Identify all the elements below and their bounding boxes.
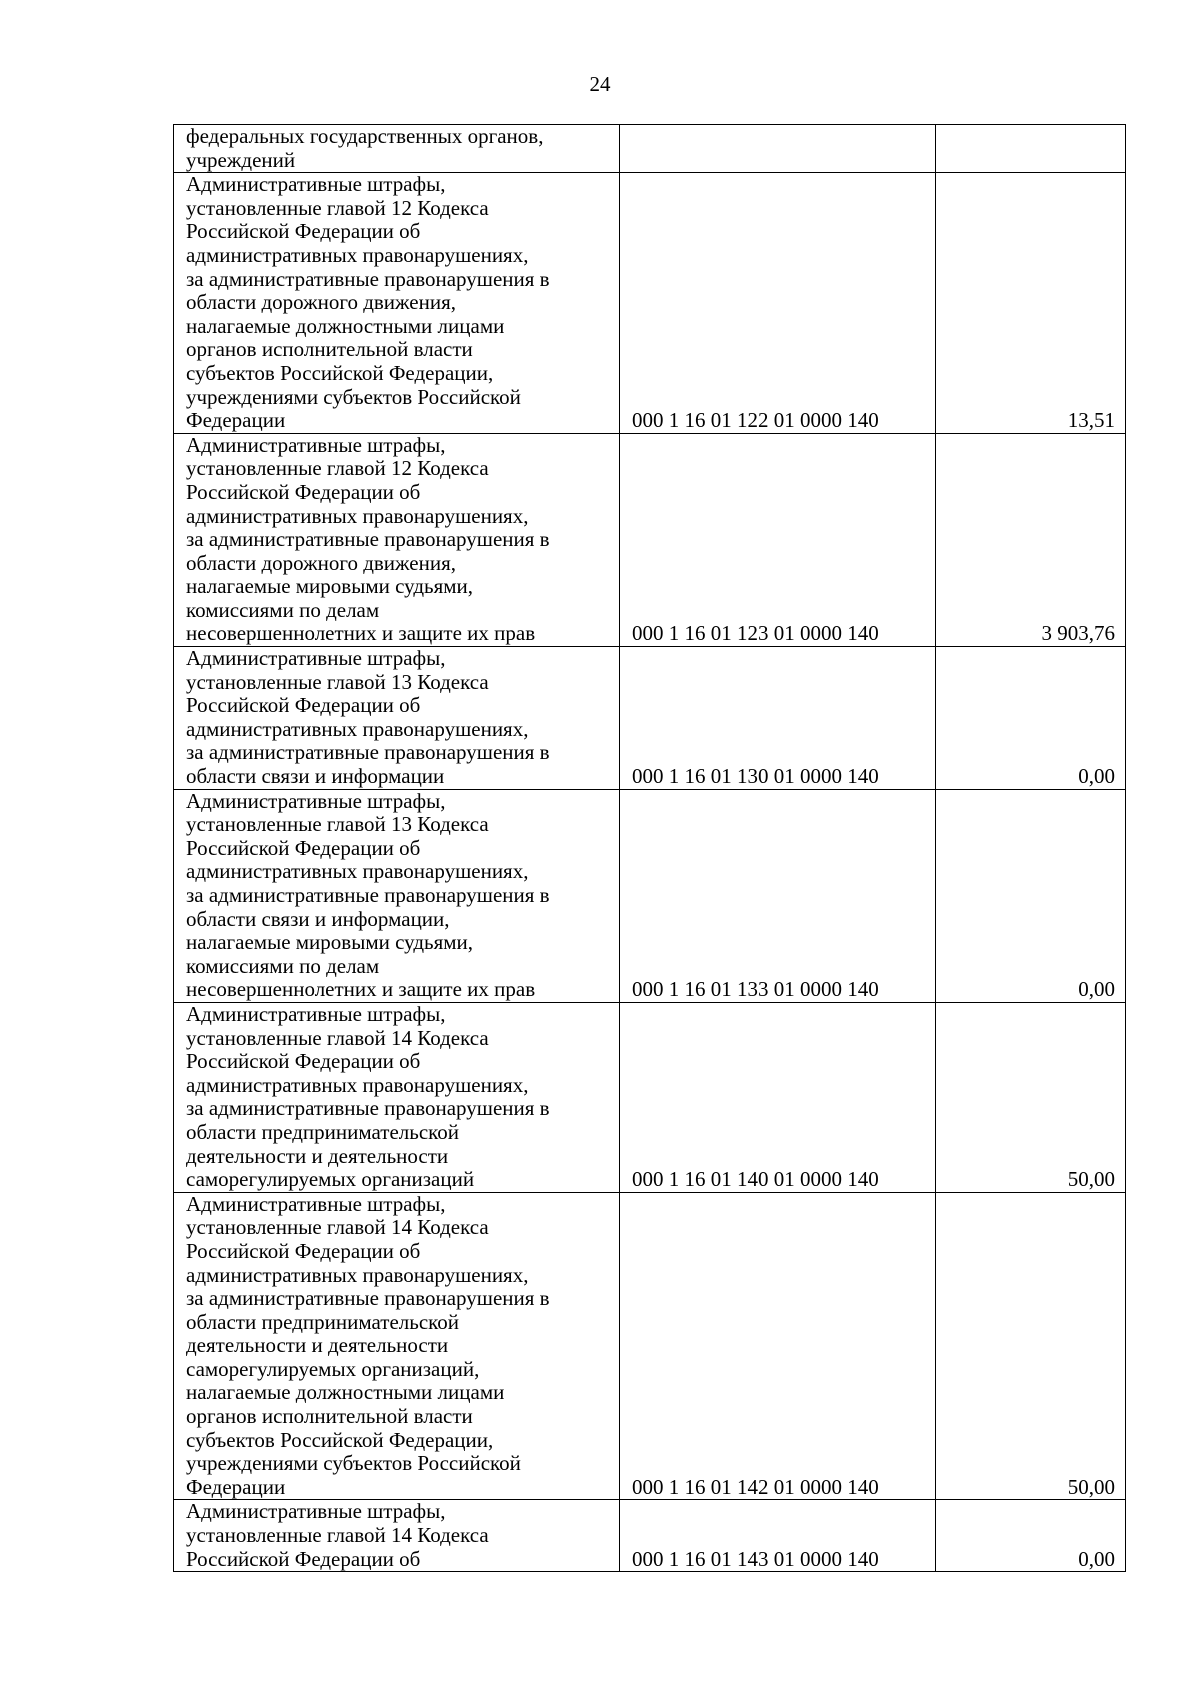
revenue-name-line: Федерации (186, 408, 286, 433)
revenue-name-line: учреждениями субъектов Российской (186, 384, 521, 409)
revenue-name-line: учреждениями субъектов Российской (186, 1451, 521, 1476)
revenue-name-line: Российской Федерации об (186, 835, 421, 860)
table-body (174, 125, 1126, 1572)
revenue-name-line: установленные главой 12 Кодекса (186, 195, 489, 220)
amount-cell: 50,00 (936, 1192, 1126, 1500)
budget-code-cell: 000 1 16 01 130 01 0000 140 (620, 647, 936, 790)
revenue-name-line: Российской Федерации об (186, 1049, 421, 1074)
revenue-name-line: Административные штрафы, (186, 1001, 446, 1026)
budget-code-cell: 000 1 16 01 142 01 0000 140 (620, 1192, 936, 1500)
table-row (174, 125, 1126, 173)
revenue-name-cell (174, 647, 620, 790)
revenue-name-line: учреждений (186, 147, 296, 172)
revenue-name-line: несовершеннолетних и защите их прав (186, 977, 536, 1002)
page-number: 24 (589, 72, 611, 96)
revenue-name-line: Административные штрафы, (186, 432, 446, 457)
revenue-name-cell (174, 789, 620, 1002)
revenue-name-line: Административные штрафы, (186, 1499, 446, 1524)
amount-cell (936, 125, 1126, 173)
budget-code-cell (620, 125, 936, 173)
budget-code-cell: 000 1 16 01 122 01 0000 140 (620, 173, 936, 434)
revenue-name-line: налагаемые мировыми судьями, (186, 930, 474, 955)
amount-cell: 50,00 (936, 1002, 1126, 1192)
revenue-name-line: Административные штрафы, (186, 646, 446, 671)
revenue-name-line: субъектов Российской Федерации, (186, 1427, 494, 1452)
revenue-name-line: установленные главой 13 Кодекса (186, 812, 489, 837)
revenue-name-line: за административные правонарушения в (186, 266, 550, 291)
revenue-name-line: административных правонарушениях, (186, 242, 529, 267)
table-row (174, 433, 1126, 646)
revenue-name-line: Административные штрафы, (186, 1191, 446, 1216)
budget-code-cell: 000 1 16 01 123 01 0000 140 (620, 433, 936, 646)
revenue-name-cell (174, 433, 620, 646)
revenue-name-line: административных правонарушениях, (186, 1262, 529, 1287)
revenue-name-line: области связи и информации, (186, 906, 450, 931)
revenue-name-line: Российской Федерации об (186, 479, 421, 504)
revenue-name-line: за административные правонарушения в (186, 1096, 550, 1121)
revenue-name-line: административных правонарушениях, (186, 859, 529, 884)
revenue-name-line: Российской Федерации об (186, 219, 421, 244)
revenue-name-line: Российской Федерации об (186, 1238, 421, 1263)
revenue-name-cell (174, 1500, 620, 1572)
revenue-name-line: деятельности и деятельности (186, 1333, 449, 1358)
table-row (174, 1002, 1126, 1192)
revenue-name-line: Федерации (186, 1474, 286, 1499)
table-row (174, 1192, 1126, 1500)
table-row (174, 173, 1126, 434)
table-row (174, 1500, 1126, 1572)
revenue-name-line: за административные правонарушения в (186, 1286, 550, 1311)
revenue-name-line: за административные правонарушения в (186, 883, 550, 907)
revenue-name-line: за административные правонарушения в (186, 740, 550, 765)
revenue-name-line: области предпринимательской (186, 1119, 460, 1144)
revenue-name-line: органов исполнительной власти (186, 1404, 473, 1429)
revenue-name-line: области дорожного движения, (186, 550, 456, 575)
revenue-name-line: Российской Федерации об (186, 1546, 421, 1571)
amount-cell: 3 903,76 (936, 433, 1126, 646)
revenue-name-line: Административные штрафы, (186, 172, 446, 197)
revenue-name-cell (174, 1192, 620, 1500)
budget-code-cell: 000 1 16 01 143 01 0000 140 (620, 1500, 936, 1572)
amount-cell: 13,51 (936, 173, 1126, 434)
revenue-name-line: за административные правонарушения в (186, 527, 550, 552)
revenue-table (173, 124, 1126, 1572)
revenue-name-line: деятельности и деятельности (186, 1143, 449, 1168)
revenue-name-line: установленные главой 14 Кодекса (186, 1025, 489, 1050)
revenue-name-line: установленные главой 14 Кодекса (186, 1523, 489, 1548)
revenue-name-line: административных правонарушениях, (186, 716, 529, 741)
revenue-name-line: установленные главой 12 Кодекса (186, 456, 489, 481)
revenue-name-cell (174, 173, 620, 434)
amount-cell: 0,00 (936, 1500, 1126, 1572)
revenue-name-line: федеральных государственных органов, (186, 124, 544, 148)
revenue-name-line: Административные штрафы, (186, 788, 446, 813)
revenue-name-line: саморегулируемых организаций, (186, 1356, 480, 1381)
revenue-name-line: субъектов Российской Федерации, (186, 360, 494, 385)
revenue-name-line: установленные главой 14 Кодекса (186, 1215, 489, 1240)
amount-cell: 0,00 (936, 647, 1126, 790)
revenue-name-cell (174, 125, 620, 173)
revenue-name-line: несовершеннолетних и защите их прав (186, 621, 536, 646)
amount-cell: 0,00 (936, 789, 1126, 1002)
revenue-name-line: налагаемые должностными лицами (186, 1380, 505, 1405)
revenue-name-line: установленные главой 13 Кодекса (186, 669, 489, 694)
revenue-name-line: комиссиями по делам (186, 953, 380, 978)
table-row (174, 789, 1126, 1002)
revenue-name-line: административных правонарушениях, (186, 1072, 529, 1097)
revenue-name-line: области предпринимательской (186, 1309, 460, 1334)
budget-code-cell: 000 1 16 01 133 01 0000 140 (620, 789, 936, 1002)
revenue-name-line: налагаемые должностными лицами (186, 313, 505, 338)
table-row (174, 647, 1126, 790)
revenue-name-line: органов исполнительной власти (186, 337, 473, 362)
revenue-name-cell (174, 1002, 620, 1192)
revenue-name-line: области дорожного движения, (186, 290, 456, 315)
budget-code-cell: 000 1 16 01 140 01 0000 140 (620, 1002, 936, 1192)
revenue-name-line: саморегулируемых организаций (186, 1167, 475, 1192)
revenue-name-line: комиссиями по делам (186, 597, 380, 622)
revenue-name-line: области связи и информации (186, 764, 445, 789)
revenue-name-line: административных правонарушениях, (186, 503, 529, 528)
revenue-name-line: налагаемые мировыми судьями, (186, 574, 474, 599)
revenue-name-line: Российской Федерации об (186, 693, 421, 718)
